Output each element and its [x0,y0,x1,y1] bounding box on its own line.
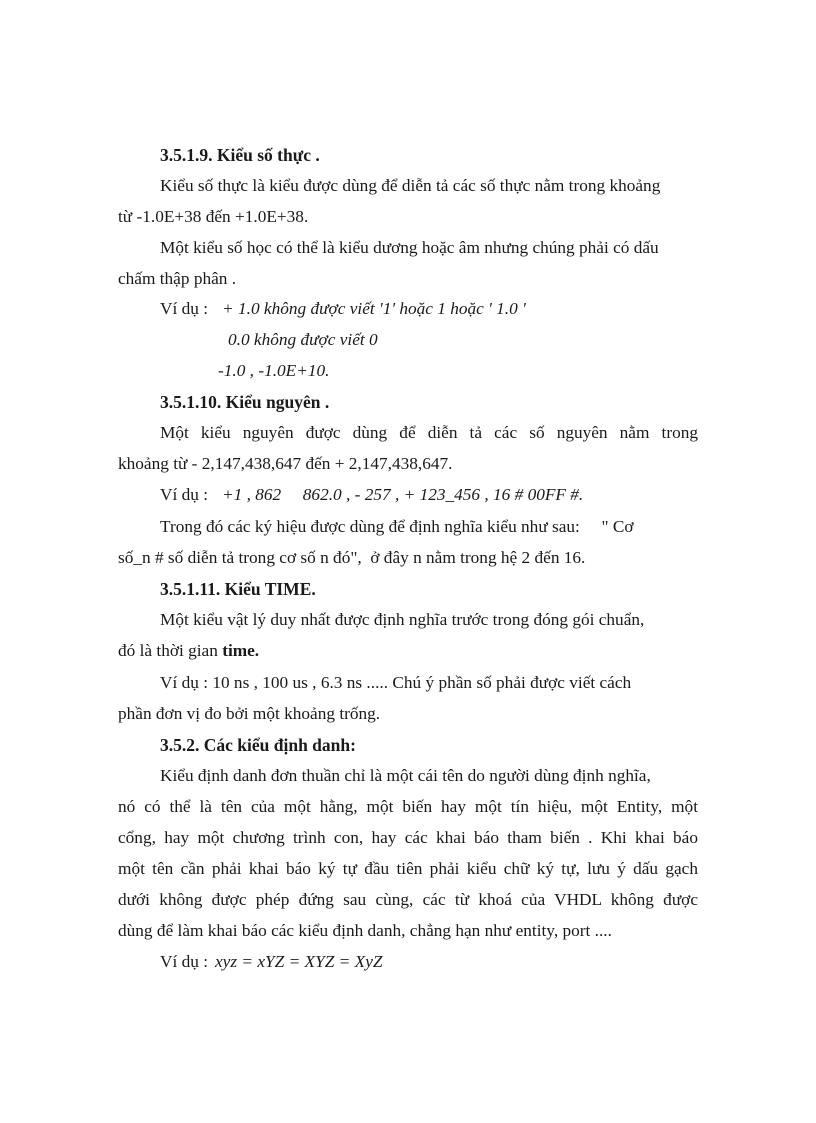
paragraph-line: Ví dụ : 10 ns , 100 us , 6.3 ns ..... Chú ý phần số phải được viết cách [160,673,632,692]
example-line: 0.0 không được viết 0 [228,330,378,349]
heading-3-5-1-9: 3.5.1.9. Kiểu số thực . [160,145,320,165]
example-line: + 1.0 không được viết '1' hoặc 1 hoặc ' 1.0 ' [222,299,526,318]
example-line: +1 , 862 862.0 , - 257 , + 123_456 , 16 # 00FF #. [222,485,584,504]
paragraph-line [118,640,259,662]
paragraph-line: Kiểu số thực là kiểu được dùng để diễn tả các số thực nằm trong khoảng [160,176,661,195]
paragraph-line: Kiểu định danh đơn thuần chỉ là một cái tên do người dùng định nghĩa, [160,766,651,785]
paragraph-line: Một kiểu vật lý duy nhất được định nghĩa trước trong đóng gói chuẩn, [160,610,645,629]
paragraph-line: một tên cần phải khai báo ký tự đầu tiên phải kiểu chữ ký tự, lưu ý dấu gạch [118,859,698,878]
heading-3-5-1-11: 3.5.1.11. Kiểu TIME. [160,579,316,599]
paragraph-line: phần đơn vị đo bởi một khoảng trống. [118,704,381,723]
paragraph-line: từ -1.0E+38 đến +1.0E+38. [118,207,309,226]
paragraph-line: chấm thập phân . [118,269,237,288]
paragraph-line: số_n # số diễn tả trong cơ số n đó", ở đây n nằm trong hệ 2 đến 16. [118,548,586,567]
paragraph-text: đó là thời gian [118,641,218,660]
example-line: xyz = xYZ = XYZ = XyZ [215,952,383,971]
example-label: Ví dụ : [160,299,209,318]
example-label: Ví dụ : [160,485,209,504]
heading-3-5-1-10: 3.5.1.10. Kiểu nguyên . [160,392,330,412]
example-label: Ví dụ : [160,952,209,971]
paragraph-line: dưới không được phép đứng sau cùng, các từ khoá của VHDL không được [118,890,698,909]
heading-3-5-2: 3.5.2. Các kiểu định danh: [160,735,356,755]
paragraph-line: cổng, hay một chương trình con, hay các khai báo tham biến . Khi khai báo [118,828,698,847]
keyword-time: time. [222,641,260,660]
paragraph-line: nó có thể là tên của một hằng, một biến hay một tín hiệu, một Entity, một [118,797,698,816]
paragraph-line: dùng để làm khai báo các kiểu định danh, chẳng hạn như entity, port .... [118,921,612,940]
paragraph-line: khoảng từ - 2,147,438,647 đến + 2,147,438,647. [118,454,453,473]
paragraph-line: Trong đó các ký hiệu được dùng để định nghĩa kiểu như sau: " Cơ [160,517,634,536]
example-line: -1.0 , -1.0E+10. [218,361,330,380]
paragraph-line: Một kiểu nguyên được dùng để diễn tả các số nguyên nằm trong [160,423,698,442]
paragraph-line: Một kiểu số học có thể là kiểu dương hoặc âm nhưng chúng phải có dấu [160,238,659,257]
